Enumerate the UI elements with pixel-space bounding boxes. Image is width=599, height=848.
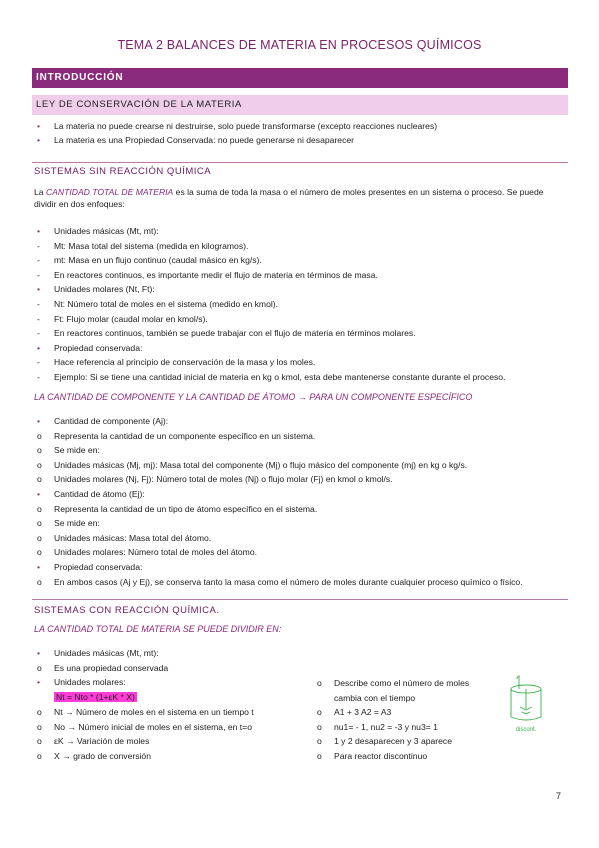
list-item: Unidades molares: bbox=[54, 677, 126, 687]
list-item: Propiedad conservada: bbox=[54, 342, 143, 353]
list-item: Unidades molares (Nj, Fj): Número total de moles (Nj) o flujo molar (Fj) en kmol o kmol/s. bbox=[54, 474, 393, 485]
list-item: Cantidad de componente (Aj): bbox=[54, 416, 169, 426]
list-item: Representa la cantidad de un componente específico en un sistema. bbox=[54, 430, 316, 441]
list-item: Unidades másicas (Mj, mj): Masa total del componente (Mj) o flujo másico del componente (mj) en kg o kg/s. bbox=[54, 459, 468, 470]
formula-text: Nt = Nto * (1+εK * X) bbox=[56, 692, 135, 702]
list-item: Unidades másicas (Mt, mt): bbox=[54, 226, 159, 236]
list-item: nu1= - 1, nu2 = -3 y nu3= 1 bbox=[334, 721, 438, 732]
list-marker: • bbox=[37, 489, 41, 499]
list-item: A1 + 3 A2 = A3 bbox=[334, 707, 392, 717]
divider bbox=[32, 599, 568, 600]
formula-highlight bbox=[54, 692, 137, 703]
list-marker: o bbox=[317, 707, 322, 717]
list-item: La materia no puede crearse ni destruirse, solo puede transformarse (excepto reacciones nucleares) bbox=[54, 121, 438, 131]
paragraph-cantidad-total bbox=[34, 186, 564, 210]
reactor-sketch bbox=[505, 673, 547, 735]
list-item: Unidades molares (Nt, Ft): bbox=[54, 284, 155, 295]
list-marker: - bbox=[37, 357, 40, 368]
list-marker: o bbox=[37, 518, 42, 529]
section-heading-con-reaccion: SISTEMAS CON REACCIÓN QUÍMICA. bbox=[34, 605, 220, 616]
list-item: Describe como el número de moles bbox=[334, 678, 470, 688]
list-marker: - bbox=[37, 372, 40, 382]
list-marker: o bbox=[37, 445, 42, 456]
list-marker: - bbox=[37, 299, 40, 309]
list-item: 1 y 2 desaparecen y 3 aparece bbox=[334, 736, 453, 746]
list-marker: - bbox=[37, 240, 40, 251]
list-marker: o bbox=[37, 532, 42, 543]
list-marker: • bbox=[37, 284, 41, 295]
page-title: TEMA 2 BALANCES DE MATERIA EN PROCESOS QUÍMICOS bbox=[117, 38, 482, 52]
list-item: En reactores continuos, también se puede trabajar con el flujo de materia en términos molares. bbox=[54, 328, 416, 339]
list-item: En ambos casos (Aj y Ej), se conserva tanto la masa como el número de moles durante cualquier proceso químico o físico. bbox=[54, 576, 523, 587]
list-item: Unidades molares: Número total de moles del átomo. bbox=[54, 547, 258, 558]
list-marker: • bbox=[37, 121, 41, 131]
list-marker: • bbox=[37, 648, 41, 658]
list-item: En reactores continuos, es importante medir el flujo de materia en términos de masa. bbox=[54, 269, 378, 280]
subheading-componente-atomo: LA CANTIDAD DE COMPONENTE Y LA CANTIDAD DE ÁTOMO → PARA UN COMPONENTE ESPECÍFICO bbox=[34, 392, 473, 402]
para-post: es la suma de toda la masa o el número de moles presentes en un sistema o proceso. Se puede dividir en dos enfoques: bbox=[34, 187, 544, 209]
list-marker: o bbox=[317, 678, 322, 688]
list-item: No → Número inicial de moles en el sistema, en t=o bbox=[54, 721, 252, 732]
list-item: Representa la cantidad de un tipo de átomo específico en el sistema. bbox=[54, 503, 318, 514]
list-marker: - bbox=[37, 328, 40, 339]
list-item: X → grado de conversión bbox=[54, 750, 151, 761]
list-item: Hace referencia al principio de conservación de la masa y los moles. bbox=[54, 357, 316, 368]
ley-section-bar: LEY DE CONSERVACIÓN DE LA MATERIA bbox=[32, 95, 568, 115]
subheading-cantidad-total: LA CANTIDAD TOTAL DE MATERIA SE PUEDE DIVIDIR EN: bbox=[34, 624, 282, 634]
list-item: mt: Masa en un flujo continuo (caudal másico en kg/s). bbox=[54, 255, 262, 266]
list-item: Propiedad conservada: bbox=[54, 562, 143, 572]
list-marker: • bbox=[37, 342, 41, 353]
list-marker: • bbox=[37, 226, 41, 236]
list-item: εK → Variación de moles bbox=[54, 736, 150, 746]
list-marker: - bbox=[37, 269, 40, 280]
list-item: Mt: Masa total del sistema (medida en kilogramos). bbox=[54, 240, 249, 251]
list-marker: • bbox=[37, 562, 41, 572]
list-item: Unidades másicas: Masa total del átomo. bbox=[54, 532, 212, 543]
list-marker: o bbox=[37, 721, 42, 732]
list-marker: o bbox=[37, 576, 42, 587]
list-marker: - bbox=[37, 255, 40, 266]
list-item: Ejemplo: Si se tiene una cantidad inicial de materia en kg o kmol, esta debe mantenerse constante durante el proceso. bbox=[54, 372, 506, 382]
section-heading-sin-reaccion: SISTEMAS SIN REACCIÓN QUÍMICA bbox=[34, 166, 212, 177]
list-marker: o bbox=[37, 662, 42, 673]
list-item: Es una propiedad conservada bbox=[54, 662, 169, 673]
list-item: Para reactor discontinuo bbox=[334, 750, 428, 761]
list-marker: • bbox=[37, 135, 41, 145]
reactor-sketch-label: discont. bbox=[515, 727, 537, 733]
intro-section-bar: INTRODUCCIÓN bbox=[32, 68, 568, 88]
list-marker: o bbox=[37, 430, 42, 441]
list-item: Nt: Número total de moles en el sistema (medido en kmol). bbox=[54, 299, 279, 309]
list-marker: o bbox=[37, 707, 42, 717]
list-item: Unidades másicas (Mt, mt): bbox=[54, 648, 159, 658]
list-item: Nt → Número de moles en el sistema en un tiempo t bbox=[54, 707, 254, 717]
list-marker: • bbox=[37, 416, 41, 426]
list-item: Se mide en: bbox=[54, 445, 100, 456]
list-item: La materia es una Propiedad Conservada: no puede generarse ni desaparecer bbox=[54, 135, 355, 145]
list-marker: - bbox=[37, 313, 40, 324]
page-number: 7 bbox=[556, 791, 562, 801]
list-marker: o bbox=[317, 721, 322, 732]
list-marker: o bbox=[37, 750, 42, 761]
list-marker: o bbox=[37, 736, 42, 746]
list-marker: o bbox=[317, 750, 322, 761]
para-pre: La bbox=[34, 187, 46, 197]
list-marker: • bbox=[37, 677, 41, 687]
list-item: Cantidad de átomo (Ej): bbox=[54, 489, 145, 499]
list-item: Se mide en: bbox=[54, 518, 100, 529]
list-item: Ft: Flujo molar (caudal molar en kmol/s). bbox=[54, 313, 208, 324]
list-marker: o bbox=[37, 503, 42, 514]
list-marker: o bbox=[37, 547, 42, 558]
list-marker: o bbox=[37, 474, 42, 485]
list-marker: o bbox=[37, 459, 42, 470]
divider bbox=[32, 162, 568, 163]
para-emphasis: CANTIDAD TOTAL DE MATERIA bbox=[45, 187, 174, 197]
list-marker: o bbox=[317, 736, 322, 746]
list-item: cambia con el tiempo bbox=[334, 692, 416, 703]
